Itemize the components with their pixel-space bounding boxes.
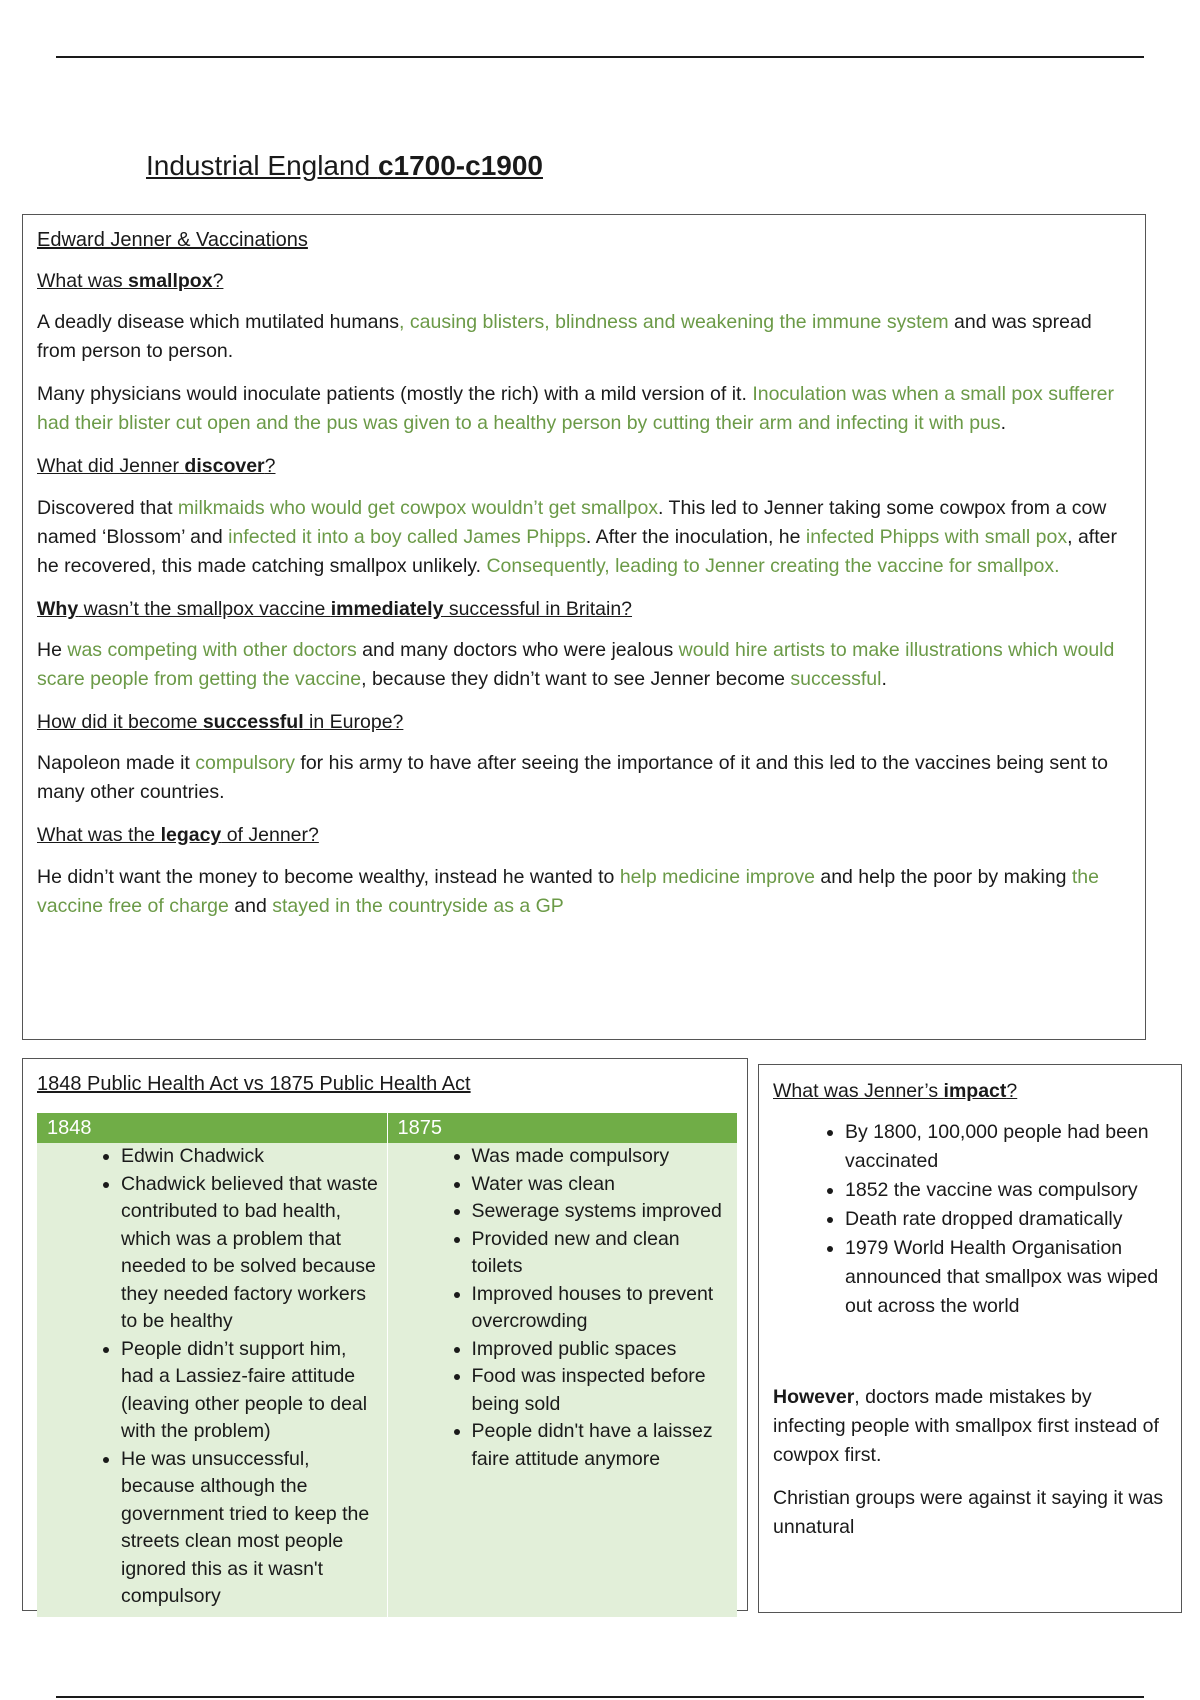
header-rule [56, 56, 1144, 58]
question-not-successful: Why wasn’t the smallpox vaccine immediately successful in Britain? [37, 597, 633, 620]
list-item: • Chadwick believed that waste contributed to bad health, which was a problem that needed to be solved because they needed factory workers to be healthy [121, 1171, 381, 1336]
impact-section [758, 1064, 1182, 1613]
list-item: • Water was clean [472, 1171, 732, 1199]
list-item: • Improved houses to prevent overcrowding [472, 1281, 732, 1336]
jenner-heading: Edward Jenner & Vaccinations [37, 229, 308, 251]
impact-list [773, 1118, 1167, 1321]
impact-heading: What was Jenner’s impact? [773, 1080, 1018, 1102]
question-legacy: What was the legacy of Jenner? [37, 824, 319, 847]
list-item: • Improved public spaces [472, 1336, 732, 1364]
list-item: • Sewerage systems improved [472, 1198, 732, 1226]
list-item: • People didn't have a laissez faire attitude anymore [472, 1418, 732, 1473]
question-europe: How did it become successful in Europe? [37, 711, 404, 734]
list-item: • He was unsuccessful, because although the government tried to keep the streets clean most people ignored this as it wasn't compulsory [121, 1446, 381, 1611]
impact-christian: Christian groups were against it saying it was unnatural [773, 1487, 1164, 1539]
column-header-1848: 1848 [37, 1113, 387, 1143]
answer-smallpox: A deadly disease which mutilated humans, causing blisters, blindness and weakening the immune system and was spread from person to person. [37, 311, 1092, 363]
column-1848 [37, 1143, 387, 1617]
list-item: • People didn’t support him, had a Lassiez-faire attitude (leaving other people to deal with the problem) [121, 1336, 381, 1446]
answer-europe: Napoleon made it compulsory for his army to have after seeing the importance of it and this led to the vaccines being sent to many other countries. [37, 752, 1108, 804]
jenner-section [22, 214, 1146, 1040]
public-health-heading: 1848 Public Health Act vs 1875 Public Health Act [37, 1073, 471, 1095]
public-health-section [22, 1058, 748, 1611]
question-smallpox: What was smallpox? [37, 270, 224, 292]
page-title: Industrial England c1700-c1900 [146, 150, 543, 181]
column-1875 [387, 1143, 737, 1617]
footer-rule [56, 1696, 1144, 1698]
public-health-table [37, 1113, 737, 1617]
answer-discover: Discovered that milkmaids who would get cowpox wouldn’t get smallpox. This led to Jenner taking some cowpox from a cow named ‘Blossom’ and infected it into a boy called James Phipps. After the inoculation, he infected Phipps with small pox, after he recovered, this made catching smallpox unlikely. Consequently, leading to Jenner creating the vaccine for smallpox. [37, 496, 1117, 577]
answer-not-successful: He was competing with other doctors and many doctors who were jealous would hire artists to make illustrations which would scare people from getting the vaccine, because they didn’t want to see Jenner become successful. [37, 639, 1115, 691]
question-discover: What did Jenner discover? [37, 455, 276, 478]
list-item: • Edwin Chadwick [121, 1143, 381, 1171]
list-item: • Provided new and clean toilets [472, 1226, 732, 1281]
impact-however: However, doctors made mistakes by infecting people with smallpox first instead of cowpox first. [773, 1386, 1159, 1467]
list-item: • Was made compulsory [472, 1143, 732, 1171]
list-item: • Food was inspected before being sold [472, 1363, 732, 1418]
answer-legacy: He didn’t want the money to become wealthy, instead he wanted to help medicine improve and help the poor by making the vaccine free of charge and stayed in the countryside as a GP [37, 865, 1099, 917]
column-header-1875: 1875 [387, 1113, 737, 1143]
list-item: • By 1800, 100,000 people had been vaccinated [845, 1118, 1167, 1176]
answer-inoculation: Many physicians would inoculate patients (mostly the rich) with a mild version of it. Inoculation was when a small pox sufferer had their blister cut open and the pus was given to a healthy person by cutting their arm and infecting it with pus. [37, 383, 1114, 435]
list-item: • 1852 the vaccine was compulsory [845, 1176, 1167, 1205]
list-item: • Death rate dropped dramatically [845, 1205, 1167, 1234]
list-item: • 1979 World Health Organisation announced that smallpox was wiped out across the world [845, 1234, 1167, 1321]
